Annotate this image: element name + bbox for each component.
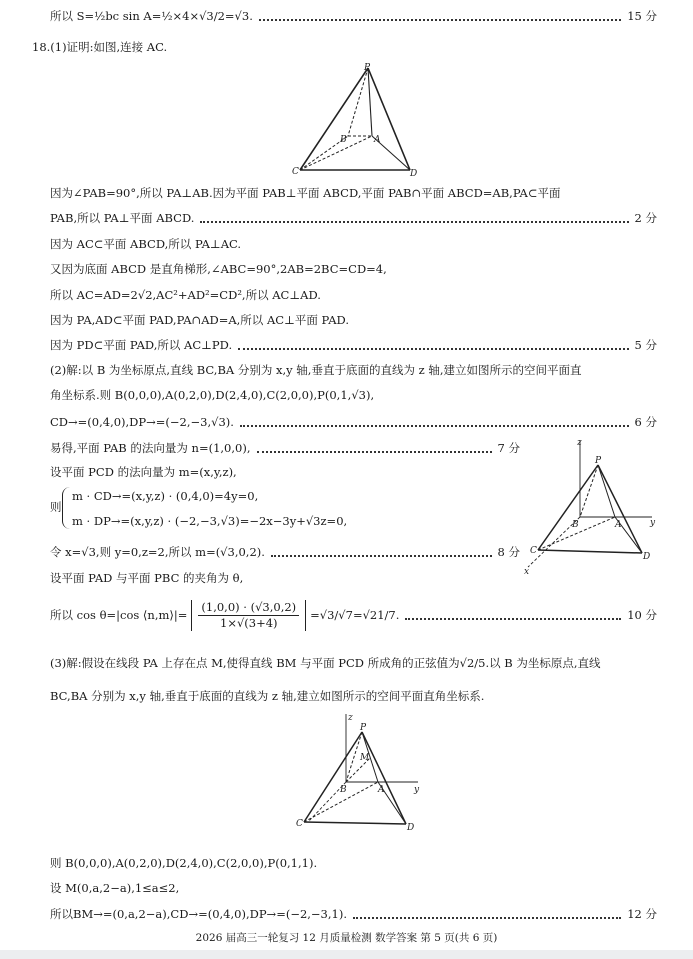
line-text: 所以 S=½bc sin A=½×4×√3/2=√3. (50, 9, 253, 23)
label-x: x (524, 567, 530, 575)
part2-line-1: (2)解:以 B 为坐标原点,直线 BC,BA 分别为 x,y 轴,垂直于底面的直线为 z 轴,建立如图所示的空间平面直 (50, 363, 582, 377)
edge-pd (598, 465, 642, 553)
edge-pb (348, 68, 368, 136)
line-text: 令 x=√3,则 y=0,z=2,所以 m=(√3,0,2). (50, 545, 265, 559)
line-text: 因为 PD⊂平面 PAD,所以 AC⊥PD. (50, 338, 233, 352)
edge-cd (304, 822, 406, 824)
proof-line-9 (50, 336, 657, 354)
system-label: 则 (50, 500, 62, 514)
label-b: B (340, 785, 347, 795)
label-p: P (360, 723, 367, 733)
area-result-line (50, 7, 657, 25)
part2-line-2: 角坐标系.则 B(0,0,0),A(0,2,0),D(2,4,0),C(2,0,0),P(0,1,√3), (50, 388, 375, 402)
part2-normal-pcd: 设平面 PCD 的法向量为 m=(x,y,z), (50, 465, 237, 479)
label-a: A (378, 785, 385, 795)
problem-18-header: 18.(1)证明:如图,连接 AC. (32, 40, 168, 54)
line-text: PAB,所以 PA⊥平面 ABCD. (50, 211, 195, 225)
score-points: 2 分 (634, 211, 657, 225)
page-footer: 2026 届高三一轮复习 12 月质量检测 数学答案 第 5 页(共 6 页) (195, 932, 498, 944)
score-points: 10 分 (627, 608, 657, 622)
coordinate-figure-3 (290, 710, 430, 835)
score-points: 5 分 (634, 338, 657, 352)
proof-line-4 (50, 209, 657, 227)
leader-dots (259, 11, 621, 21)
edge-pc (304, 732, 362, 822)
edge-cd (538, 550, 642, 553)
label-y: y (414, 785, 420, 795)
label-a: A (374, 135, 381, 145)
score-points: 15 分 (627, 9, 657, 23)
line-text: CD→=(0,4,0),DP→=(−2,−3,√3). (50, 415, 234, 429)
line-text: 易得,平面 PAB 的法向量为 n=(1,0,0), (50, 441, 251, 455)
part2-vectors-line (50, 413, 657, 431)
cos-fraction (198, 600, 299, 631)
leader-dots (240, 417, 629, 427)
coordinate-figure-2 (520, 435, 660, 575)
system-eq-2: m · DP→=(x,y,z) · (−2,−3,√3)=−2x−3y+√3z=0, (72, 514, 348, 528)
edge-pb (580, 465, 598, 517)
part3-line-2: BC,BA 分别为 x,y 轴,垂直于底面的直线为 z 轴,建立如图所示的空间平面直角坐标系. (50, 689, 485, 703)
edge-pd (368, 68, 410, 170)
pyramid-figure-1 (290, 62, 420, 177)
proof-line-6: 又因为底面 ABCD 是直角梯形,∠ABC=90°,2AB=2BC=CD=4, (50, 262, 387, 276)
label-z: z (577, 438, 582, 448)
score-points: 7 分 (497, 441, 520, 455)
label-m: M (360, 753, 370, 763)
cos-formula-line (50, 596, 657, 634)
label-b: B (340, 135, 347, 145)
label-d: D (407, 823, 415, 833)
leader-dots (200, 213, 628, 223)
label-p: P (364, 63, 371, 73)
part3-line-1: (3)解:假设在线段 PA 上存在点 M,使得直线 BM 与平面 PCD 所成角的正弦值为√2/5.以 B 为坐标原点,直线 (50, 656, 601, 670)
label-d: D (643, 552, 651, 562)
part3-point-m: 设 M(0,a,2−a),1≤a≤2, (50, 881, 180, 895)
proof-line-8: 因为 PA,AD⊂平面 PAD,PA∩AD=A,所以 AC⊥平面 PAD. (50, 313, 349, 327)
label-p: P (595, 456, 602, 466)
label-c: C (530, 546, 537, 556)
leader-dots (405, 610, 621, 620)
part2-solution-m (50, 543, 520, 561)
proof-line-7: 所以 AC=AD=2√2,AC²+AD²=CD²,所以 AC⊥AD. (50, 288, 321, 302)
abs-value (191, 600, 306, 631)
cos-prefix: 所以 cos θ=|cos ⟨n,m⟩|= (50, 608, 188, 622)
system-eq-1: m · CD→=(x,y,z) · (0,4,0)=4y=0, (72, 489, 259, 503)
proof-line-5: 因为 AC⊂平面 ABCD,所以 PA⊥AC. (50, 237, 242, 251)
leader-dots (257, 443, 492, 453)
cos-tail: =√3/√7=√21/7. (310, 608, 400, 622)
part3-vectors (50, 905, 657, 923)
leader-dots (238, 340, 628, 350)
label-z: z (348, 713, 353, 723)
label-a: A (615, 520, 622, 530)
part2-angle-def: 设平面 PAD 与平面 PBC 的夹角为 θ, (50, 571, 244, 585)
score-points: 8 分 (497, 545, 520, 559)
cos-numerator: (1,0,0) · (√3,0,2) (198, 600, 299, 616)
system-brace (62, 487, 71, 529)
label-d: D (410, 169, 418, 177)
part2-normal-pab (50, 439, 520, 457)
part3-coords: 则 B(0,0,0),A(0,2,0),D(2,4,0),C(2,0,0),P(0,1,1). (50, 856, 318, 870)
leader-dots (353, 909, 621, 919)
score-points: 6 分 (634, 415, 657, 429)
label-c: C (292, 167, 299, 177)
label-y: y (650, 518, 656, 528)
leader-dots (271, 547, 492, 557)
line-text: 所以BM→=(0,a,2−a),CD→=(0,4,0),DP→=(−2,−3,1). (50, 907, 347, 921)
bottom-band (0, 950, 693, 959)
edge-pd (362, 732, 406, 824)
edge-pa (598, 465, 615, 517)
edge-pc (300, 68, 368, 170)
proof-line-3: 因为∠PAB=90°,所以 PA⊥AB.因为平面 PAB⊥平面 ABCD,平面 PAB∩平面 ABCD=AB,PA⊂平面 (50, 186, 561, 200)
label-c: C (296, 819, 303, 829)
cos-denominator: 1×√(3+4) (220, 615, 278, 630)
label-b: B (572, 520, 579, 530)
score-points: 12 分 (627, 907, 657, 921)
